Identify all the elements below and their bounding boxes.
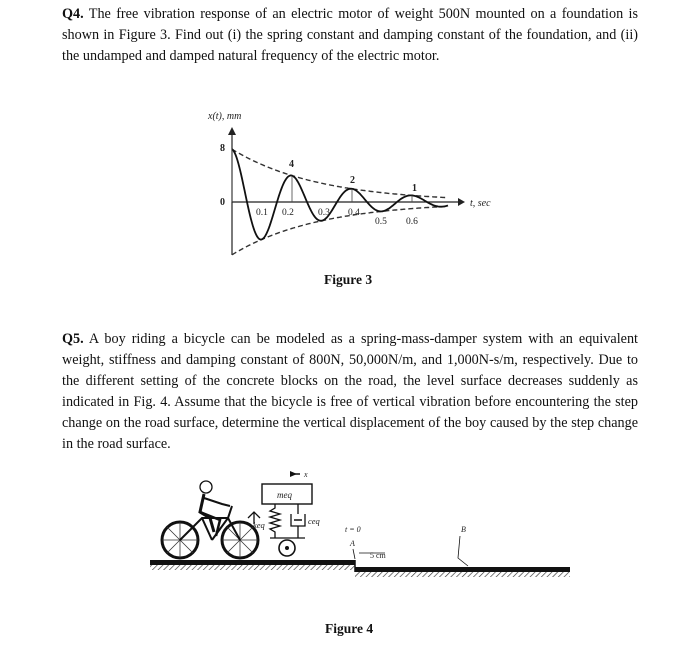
road-hatch-low <box>355 572 570 577</box>
y-axis-arrow-icon <box>228 127 236 135</box>
figure-4-caption: Figure 4 <box>325 621 374 636</box>
figure-3-caption: Figure 3 <box>324 272 373 287</box>
x-tick-0.2: 0.2 <box>282 208 294 218</box>
x-tick-0.5: 0.5 <box>375 217 387 227</box>
point-a-label: A <box>350 539 355 548</box>
mass-label: meq <box>277 490 292 500</box>
question-4 <box>62 4 638 67</box>
figure-3-vibration-plot <box>190 105 520 265</box>
question-4-number: Q4. <box>62 6 84 22</box>
road-level-low <box>355 567 570 572</box>
road-hatch-high <box>150 565 355 570</box>
question-5-number: Q5. <box>62 331 84 347</box>
step-size-label: 5 cm <box>370 551 386 560</box>
peak-label-1: 1 <box>412 183 417 194</box>
question-5 <box>62 329 638 455</box>
x-tick-0.1: 0.1 <box>256 208 268 218</box>
y-tick-8: 8 <box>220 143 225 154</box>
x-axis-arrow-icon <box>458 198 465 206</box>
bicycle-icon <box>162 506 258 558</box>
damper-label: ceq <box>308 516 320 526</box>
spring-label: keq <box>253 520 265 530</box>
road-level-high <box>150 560 355 565</box>
question-5-text: A boy riding a bicycle can be modeled as a spring-mass-damper system with an equivalent weight, stiffness and damping constant of 800N, 50,000N/m, and 1,000N-s/m, respectively. Due to the different setting of the concrete blocks on the road, the level surface decreases suddenly as indicated in Fig. 4. Assume that the bicycle is free of vertical vibration before encountering the step change on the road surface, determine the vertical displacement of the boy caused by the step change in the road surface. <box>62 331 639 452</box>
point-b-label: B <box>461 525 466 534</box>
figure-4-bicycle-model <box>150 470 570 600</box>
y-axis-label: x(t), mm <box>208 111 242 122</box>
x-axis-label: t, sec <box>470 198 491 209</box>
x-tick-0.6: 0.6 <box>406 217 418 227</box>
time-zero-label: t = 0 <box>345 525 361 534</box>
peak-label-2: 2 <box>350 175 355 186</box>
x-displacement-arrow-icon <box>290 471 297 477</box>
x-label: x <box>304 470 308 479</box>
spring-mass-damper-model <box>253 470 321 556</box>
peak-markers <box>232 149 412 202</box>
question-4-text: The free vibration response of an electric motor of weight 500N mounted on a foundation is shown in Figure 3. Find out (i) the spring constant and damping constant of the foundation, and (ii) the undamped and damped natural frequency of the electric motor. <box>62 6 638 64</box>
y-tick-0: 0 <box>220 197 225 208</box>
spring-icon <box>270 504 280 538</box>
x-tick-0.4: 0.4 <box>348 208 360 218</box>
peak-label-4: 4 <box>289 159 294 170</box>
x-tick-0.3: 0.3 <box>318 208 330 218</box>
